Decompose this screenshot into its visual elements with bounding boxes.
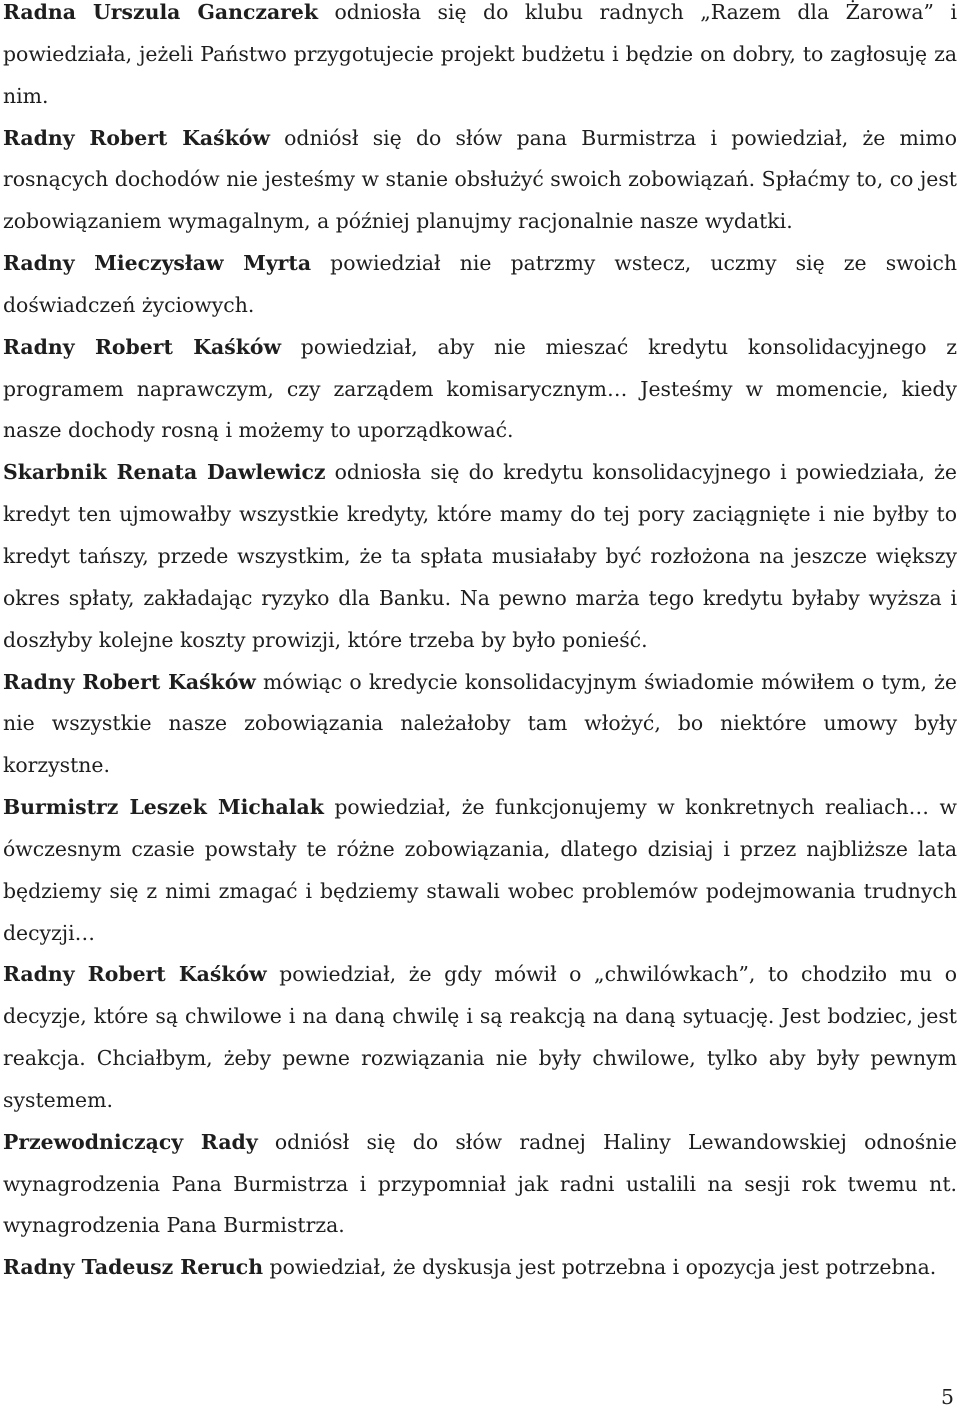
paragraph-text: odniósł się do słów pana Burmistrza i powiedział, że mimo rosnących dochodów nie jesteśmy w stanie obsłużyć swoich zobowiązań. Spłaćmy to, co jest zobowiązaniem wymagalnym, a później planujmy racjonalnie nasze wydatki. (3, 125, 957, 234)
paragraph-text: powiedział, że dyskusja jest potrzebna i opozycja jest potrzebna. (263, 1255, 937, 1280)
paragraph-text: powiedział, aby nie mieszać kredytu konsolidacyjnego z programem naprawczym, czy zarządem komisarycznym… Jesteśmy w momencie, kiedy nasze dochody rosną i możemy to uporządkować. (3, 334, 958, 443)
paragraph-8 (3, 954, 957, 1121)
speaker-name: Radna Urszula Ganczarek (3, 0, 319, 24)
speaker-name: Burmistrz Leszek Michalak (3, 795, 324, 820)
speaker-name: Radny Robert Kaśków (3, 669, 256, 694)
paragraph-10 (3, 1247, 957, 1289)
paragraph-1 (3, 0, 957, 118)
speaker-name: Przewodniczący Rady (3, 1129, 258, 1154)
paragraph-3 (3, 243, 957, 327)
speaker-name: Radny Robert Kaśków (3, 962, 267, 987)
paragraph-2 (3, 118, 957, 244)
paragraph-5 (3, 452, 957, 661)
paragraph-4 (3, 327, 957, 453)
speaker-name: Radny Mieczysław Myrta (3, 251, 312, 276)
paragraph-9 (3, 1122, 957, 1248)
paragraph-text: odniosła się do kredytu konsolidacyjnego i powiedziała, że kredyt ten ujmowałby wszystkie kredyty, które mamy do tej pory zaciągnięte i nie byłby to kredyt tańszy, przede wszystkim, że ta spłata musiałaby być rozłożona na jeszcze większy okres spłaty, zakładając ryzyko dla Banku. Na pewno marża tego kredytu byłaby wyższa i doszłyby kolejne koszty prowizji, które trzeba by było ponieść. (3, 460, 957, 652)
paragraph-text: odniosła się do klubu radnych „Razem dla Żarowa” i powiedziała, jeżeli Państwo przygotujecie projekt budżetu i będzie on dobry, to zagłosuję za nim. (3, 0, 957, 108)
speaker-name: Radny Tadeusz Reruch (3, 1255, 264, 1280)
paragraph-6 (3, 662, 957, 788)
speaker-name: Radny Robert Kaśków (3, 334, 282, 359)
page-number: 5 (941, 1385, 954, 1409)
paragraph-text: odniósł się do słów radnej Haliny Lewandowskiej odnośnie wynagrodzenia Pana Burmistrza i przypomniał jak radni ustalili na sesji rok twemu nt. wynagrodzenia Pana Burmistrza. (3, 1129, 957, 1238)
paragraph-text: powiedział, że funkcjonujemy w konkretnych realiach… w ówczesnym czasie powstały te różne zobowiązania, dlatego dzisiaj i przez najbliższe lata będziemy się z nimi zmagać i będziemy stawali wobec problemów podejmowania trudnych decyzji… (3, 795, 957, 945)
paragraph-text: mówiąc o kredycie konsolidacyjnym świadomie mówiłem o tym, że nie wszystkie nasze zobowiązania należałoby tam włożyć, bo niektóre umowy były korzystne. (3, 669, 957, 778)
paragraph-7 (3, 787, 957, 954)
paragraph-text: powiedział, że gdy mówił o „chwilówkach”, to chodziło mu o decyzje, które są chwilowe i na daną chwilę i są reakcją na daną sytuację. Jest bodziec, jest reakcja. Chciałbym, żeby pewne rozwiązania nie były chwilowe, tylko aby były pewnym systemem. (3, 962, 957, 1112)
speaker-name: Skarbnik Renata Dawlewicz (3, 460, 326, 485)
speaker-name: Radny Robert Kaśków (3, 125, 270, 150)
paragraph-text: powiedział nie patrzmy wstecz, uczmy się ze swoich doświadczeń życiowych. (3, 251, 957, 317)
